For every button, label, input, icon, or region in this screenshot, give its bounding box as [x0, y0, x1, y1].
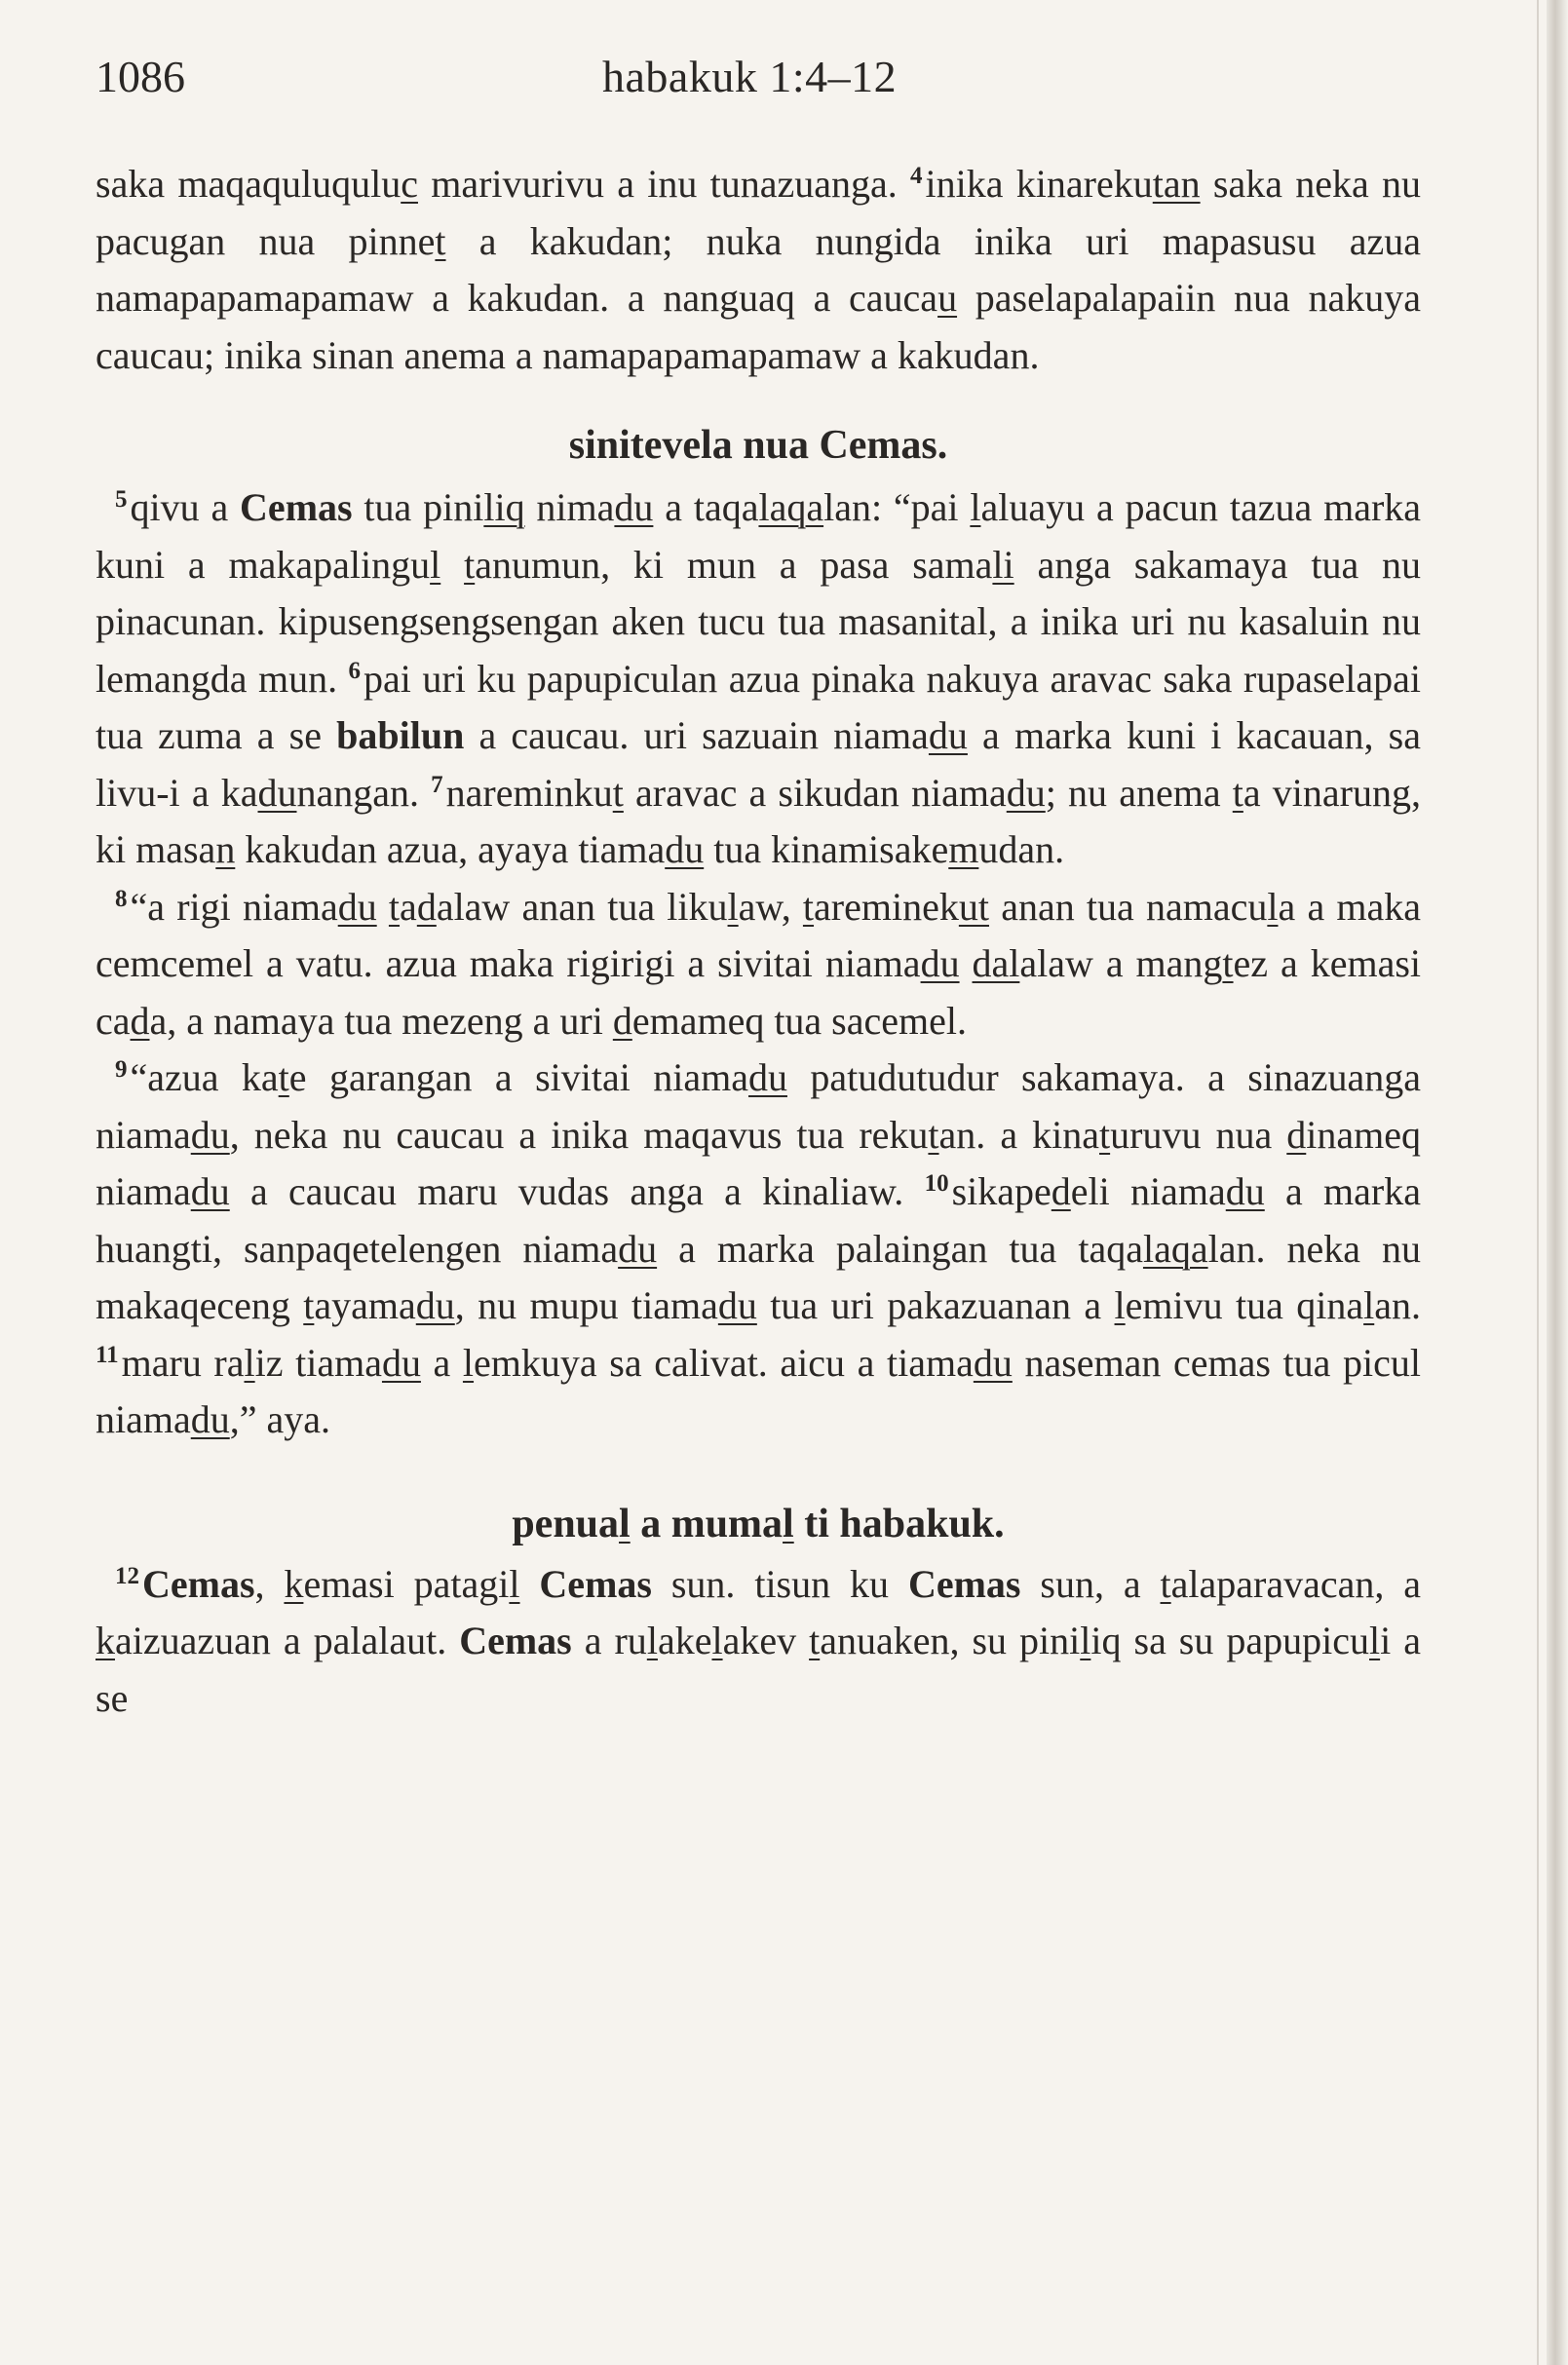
- page-edge: [1547, 0, 1568, 2365]
- verse-number: 4: [910, 163, 923, 189]
- paragraph-1: saka maqaquluquluc marivurivu a inu tunazuanga. $^4$inika kinarekutan saka neka nu pacugan nua pinnet a kakudan; nuka nungida inika uri mapasusu azua namapapamapamaw a kakudan. a nanguaq a caucau paselapalapaiin nua nakuya caucau; inika sinan anema a namapapamapamaw a kakudan.: [96, 162, 1422, 377]
- paragraph-2: $^5$qivu a Cemas tua piniliq nimadu a taqalaqalan: “pai laluayu a pacun tazua marka kuni a makapalingul tanumun, ki mun a pasa samali anga sakamaya tua nu pinacunan. kipusengsengsengan aken tucu tua masanital, a inika uri nu kasaluin nu lemangda mun. $^6$pai uri ku papupiculan azua pinaka nakuya aravac saka rupaselapai tua zuma a se babilun a caucau. uri sazuain niamadu a marka kuni i kacauan, sa livu-i a kadunangan. $^7$nareminkut aravac a sikudan niamadu; nu anema ta vinarung, ki masan kakudan azua, ayaya tiamadu tua kinamisakemudan.: [96, 485, 1422, 871]
- verse-number: 8: [115, 885, 128, 912]
- page-number: 1086: [96, 52, 185, 101]
- verse-number: 12: [115, 1562, 139, 1589]
- section-heading: penual a mumal ti habakuk.: [512, 1501, 1005, 1546]
- verse-number: 5: [115, 486, 128, 513]
- paragraph-4: $^9$“azua kate garangan a sivitai niamadu patudutudur sakamaya. a sinazuanga niamadu, neka nu caucau a inika maqavus tua rekutan. a kinaturuvu nua dinameq niamadu a caucau maru vudas anga a kinaliaw. $^{10}$sikapedeli niamadu a marka huangti, sanpaqetelengen niamadu a marka palaingan tua taqalaqalan. neka nu makaqeceng tayamadu, nu mupu tiamadu tua uri pakazuanan a lemivu tua qinalan. $^{11}$maru raliz tiamadu a lemkuya sa calivat. aicu a tiamadu naseman cemas tua picul niamadu,” aya.: [96, 1055, 1422, 1441]
- verse-number: 11: [96, 1341, 119, 1368]
- verse-number: 6: [348, 657, 362, 684]
- page-edge-line: [1537, 0, 1539, 2365]
- paragraph-3: $^8$“a rigi niamadu tadalaw anan tua likulaw, tareminekut anan tua namacula a maka cemcemel a vatu. azua maka rigirigi a sivitai niamadu dalalaw a mangtez a kemasi cada, a namaya tua mezeng a uri demameq tua sacemel.: [96, 884, 1422, 1043]
- verse-number: 10: [924, 1170, 949, 1197]
- paragraph-5: $^{12}$Cemas, kemasi patagil Cemas sun. tisun ku Cemas sun, a talaparavacan, a kaizuazuan a palalaut. Cemas a rulakelakev tanuaken, su piniliq sa su papupiculi a se: [96, 1561, 1422, 1720]
- verse-number: 9: [115, 1056, 128, 1083]
- body-text: [96, 156, 1421, 1727]
- page-header: [96, 51, 1421, 109]
- section-heading: sinitevela nua Cemas.: [568, 423, 948, 468]
- running-head: habakuk 1:4–12: [602, 52, 898, 101]
- verse-number: 7: [431, 771, 443, 798]
